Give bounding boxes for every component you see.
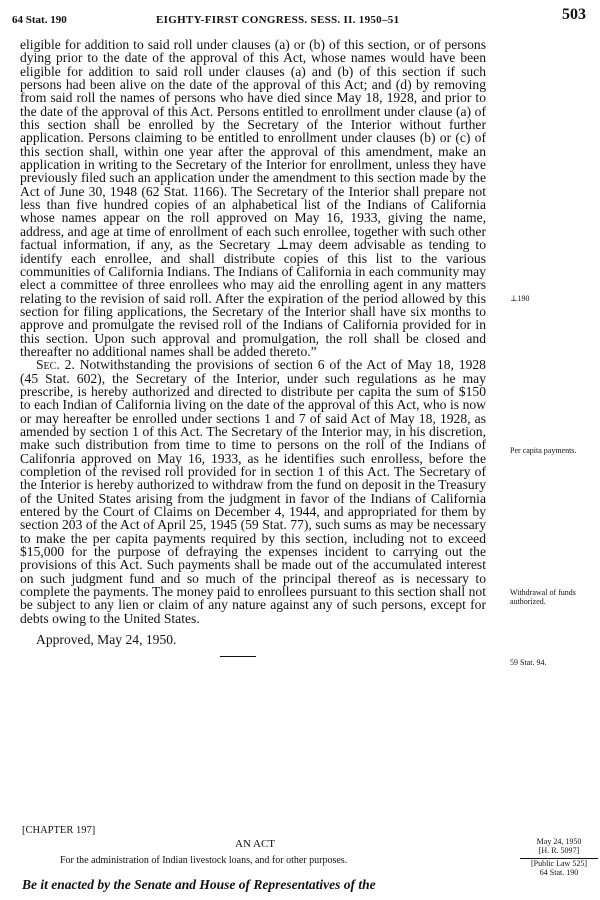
main-text-column	[20, 38, 486, 657]
running-header	[6, 6, 594, 30]
chapter-label: [CHAPTER 197]	[22, 825, 96, 836]
act-date: May 24, 1950	[536, 837, 582, 846]
header-congress-session: EIGHTY-FIRST CONGRESS. SESS. II. 1950–51	[156, 14, 400, 26]
margin-note-citation: 59 Stat. 94.	[510, 658, 547, 667]
stat-citation: 64 Stat. 190	[539, 867, 579, 877]
divider-rule	[220, 656, 256, 657]
header-stat-citation: 64 Stat. 190	[12, 14, 67, 26]
paragraph-section-2	[20, 358, 486, 625]
act-title: AN ACT	[235, 838, 276, 850]
act-side-citation	[520, 838, 598, 877]
section-2-text: Notwithstanding the provisions of section 6 of the Act of May 18, 1928 (45 Stat. 602), the Secretary of the Interior, under such regulations as he may prescribe, is hereby authorized and directed to distribute per capita the sum of $150 to each Indian of California living on the date of the approval of this Act, who is now or may hereafter be enrolled under sections 1 and 7 of said Act of May 18, 1928, as amended by section 1 of this Act. The Secretary of the Interior may, in his discretion, make such distribution from time to time to persons on the roll of the Indians of Califonria approved on May 16, 1933, as he identifies such enrolless, before the completion of the revised roll provided for in section 1 of this Act. The Secretary of the Interior is hereby authorized to withdraw from the fund on deposit in the Treasury of the United States arising from the judgment in favor of the Indians of California entered by the Court of Claims on December 4, 1944, and appropriated for them by section 203 of the Act of April 25, 1945 (59 Stat. 77), such sums as may be necessary to make the per capita payments required by this section, including not to exceed $15,000 for the purpose of defraying the expenses incident to carrying out the provisions of this Act. Such payments shall be made out of the accumulated interest on such judgment fund and so much of the principal thereof as is necessary to complete the payments. The money paid to enrollees pursuant to this section shall not be subject to any lien or claim of any nature against any of such persons, except for debts owing to the United States.	[20, 357, 486, 626]
house-bill-number: [H. R. 5097]	[538, 845, 580, 855]
paragraph-continuation: eligible for addition to said roll under clauses (a) or (b) of this section, or of persons dying prior to the date of the approval of this Act, whose names would have been eligible for addition to said roll under clauses (a) and (b) of this section if such persons had been alive on the date of the approval of this Act; and (d) by removing from said roll the names of persons who have died since May 18, 1928, and prior to the date of the approval of this Act. Persons entitled to enrollment under clause (a) of this section shall be enrolled by the Secretary of the Interior without further application. Persons claiming to be entitled to enrollment under clauses (b) or (c) of this section shall, within one year after the approval of this amendment, make an application in writing to the Secretary of the Interior for enrollment, unless they have previously filed such an application under the amendment to this section made by the Act of June 30, 1948 (62 Stat. 1166). The Secretary of the Interior shall prepare not less than five hundred copies of an alphabetical list of the Indians of California whose names appear on the roll approved on May 16, 1933, giving the name, address, and age at time of enrollment of each such enrollee, together with such other factual information, if any, as the Secretary ⊥may deem advisable as tending to identify each enrollee, and shall distribute copies of this list to the various communities of California Indians. The Indians of California in each community may elect a committee of three enrollees who may aid the enrolling agent in any matters relating to the revision of said roll. After the expiration of the period allowed by this section for filing applications, the Secretary of the Interior shall have six months to approve and promulgate the revised roll of the Indians of California provided for in this section. Upon such approval and promulgation, the roll shall be closed and thereafter no additional names shall be added thereto.”	[20, 37, 486, 359]
section-label: Sec. 2.	[36, 357, 75, 373]
enacting-clause: Be it enacted by the Senate and House of Representatives of the	[22, 877, 376, 892]
public-law-number: [Public Law 525]	[520, 858, 598, 869]
margin-note-withdrawal: Withdrawal of funds authorized.	[510, 588, 576, 606]
approval-line: Approved, May 24, 1950.	[36, 632, 177, 648]
margin-note-page-marker: ⊥190	[510, 294, 530, 303]
page-number: 503	[562, 6, 586, 23]
act-purpose: For the administration of Indian livestock loans, and for other purposes.	[60, 855, 348, 866]
margin-note-per-capita: Per capita payments.	[510, 446, 577, 455]
